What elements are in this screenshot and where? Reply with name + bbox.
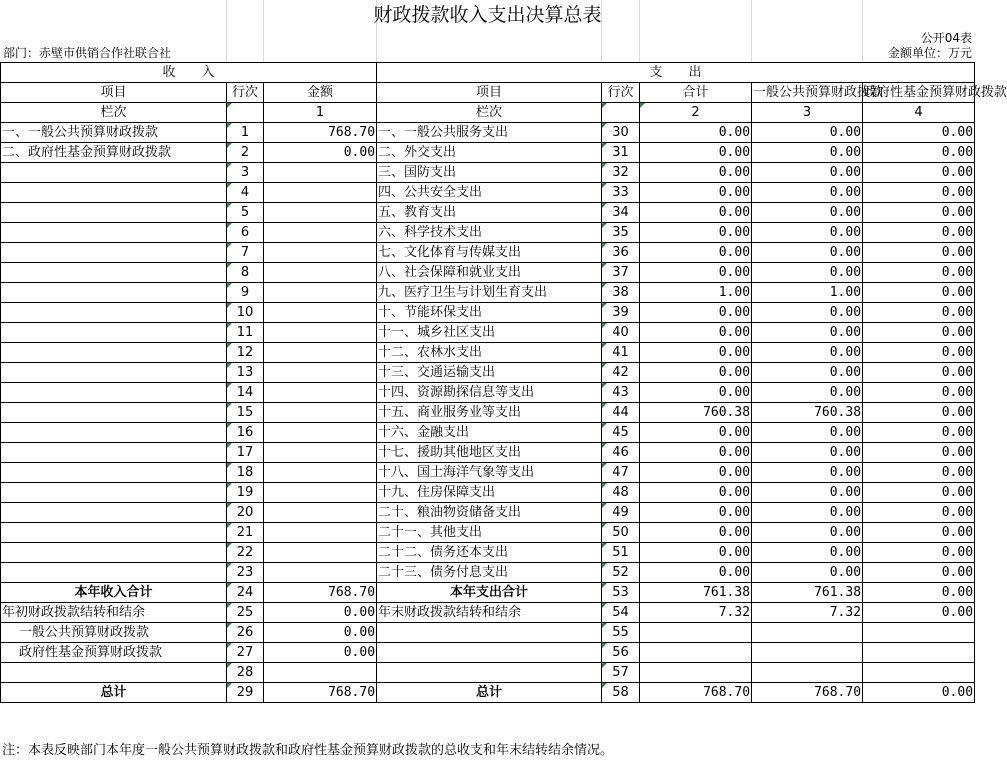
expense-item: 十四、资源勘探信息等支出 <box>377 383 602 403</box>
empty-cell <box>1 663 227 683</box>
table-row <box>1 323 975 343</box>
year-expense-fund: 0.00 <box>863 583 975 603</box>
expense-fund: 0.00 <box>863 123 975 143</box>
expense-total: 0.00 <box>640 543 752 563</box>
year-expense-general: 761.38 <box>752 583 863 603</box>
expense-fund: 0.00 <box>863 543 975 563</box>
year-income-amount: 768.70 <box>264 583 377 603</box>
table-row <box>1 243 975 263</box>
department-label: 部门：赤壁市供销合作社联合社 <box>3 46 172 60</box>
expense-total: 0.00 <box>640 503 752 523</box>
row-number: 27 <box>227 643 264 663</box>
expense-total: 0.00 <box>640 163 752 183</box>
header-row-no: 行次 <box>227 83 264 103</box>
empty-cell <box>863 663 975 683</box>
expense-item: 十六、金融支出 <box>377 423 602 443</box>
income-amount <box>264 243 377 263</box>
row-number: 14 <box>227 383 264 403</box>
expense-general: 0.00 <box>752 243 863 263</box>
expense-total: 0.00 <box>640 363 752 383</box>
row-number: 28 <box>227 663 264 683</box>
table-row <box>1 343 975 363</box>
table-row <box>1 303 975 323</box>
income-amount <box>264 523 377 543</box>
row-number: 47 <box>602 463 640 483</box>
expense-fund: 0.00 <box>863 463 975 483</box>
income-item <box>1 423 227 443</box>
income-item <box>1 403 227 423</box>
expense-total: 0.00 <box>640 303 752 323</box>
row-number: 29 <box>227 683 264 703</box>
expense-fund: 0.00 <box>863 563 975 583</box>
income-item <box>1 503 227 523</box>
empty-cell <box>863 623 975 643</box>
column-index-4: 4 <box>863 103 975 123</box>
income-item <box>1 383 227 403</box>
expense-total: 0.00 <box>640 483 752 503</box>
expense-total: 0.00 <box>640 463 752 483</box>
expense-general: 0.00 <box>752 543 863 563</box>
expense-item: 二十、粮油物资储备支出 <box>377 503 602 523</box>
income-amount <box>264 503 377 523</box>
empty-cell <box>752 643 863 663</box>
row-number: 37 <box>602 263 640 283</box>
expense-item: 二十三、债务付息支出 <box>377 563 602 583</box>
empty-cell <box>640 643 752 663</box>
expense-general: 0.00 <box>752 443 863 463</box>
footnote: 注：本表反映部门本年度一般公共预算财政拨款和政府性基金预算财政拨款的总收支和年末结转结余情况。 <box>2 743 614 758</box>
row-number: 3 <box>227 163 264 183</box>
row-number: 20 <box>227 503 264 523</box>
expense-item: 六、科学技术支出 <box>377 223 602 243</box>
expense-general: 0.00 <box>752 263 863 283</box>
expense-total: 0.00 <box>640 243 752 263</box>
fund-balance-row <box>1 643 975 663</box>
expense-item: 九、医疗卫生与计划生育支出 <box>377 283 602 303</box>
expense-item: 二十一、其他支出 <box>377 523 602 543</box>
row-number: 23 <box>227 563 264 583</box>
expense-total: 0.00 <box>640 183 752 203</box>
row-number: 26 <box>227 623 264 643</box>
income-amount <box>264 283 377 303</box>
row-number: 49 <box>602 503 640 523</box>
general-balance-amount: 0.00 <box>264 623 377 643</box>
row-number: 35 <box>602 223 640 243</box>
row-number: 11 <box>227 323 264 343</box>
expense-total: 0.00 <box>640 383 752 403</box>
expense-general: 0.00 <box>752 323 863 343</box>
income-amount: 768.70 <box>264 123 377 143</box>
expense-item: 十、节能环保支出 <box>377 303 602 323</box>
income-item <box>1 283 227 303</box>
income-group-header: 收 入 <box>1 63 377 83</box>
income-amount <box>264 383 377 403</box>
expense-fund: 0.00 <box>863 143 975 163</box>
begin-balance-amount: 0.00 <box>264 603 377 623</box>
header-amount: 金额 <box>264 83 377 103</box>
row-number: 39 <box>602 303 640 323</box>
table-row <box>1 383 975 403</box>
table-row <box>1 543 975 563</box>
expense-item: 十二、农林水支出 <box>377 343 602 363</box>
row-number: 50 <box>602 523 640 543</box>
income-item <box>1 263 227 283</box>
row-number: 10 <box>227 303 264 323</box>
column-index-3: 3 <box>752 103 863 123</box>
income-amount <box>264 443 377 463</box>
income-amount <box>264 403 377 423</box>
fiscal-summary-table <box>0 62 1007 703</box>
empty-cell <box>752 623 863 643</box>
expense-total: 0.00 <box>640 203 752 223</box>
expense-general: 0.00 <box>752 423 863 443</box>
expense-general: 0.00 <box>752 463 863 483</box>
expense-total: 760.38 <box>640 403 752 423</box>
header-total: 合计 <box>640 83 752 103</box>
row-number: 15 <box>227 403 264 423</box>
year-total-row <box>1 583 975 603</box>
column-index-2: 2 <box>640 103 752 123</box>
expense-fund: 0.00 <box>863 223 975 243</box>
expense-general: 0.00 <box>752 483 863 503</box>
row-number: 45 <box>602 423 640 443</box>
expense-total: 1.00 <box>640 283 752 303</box>
expense-item: 一、一般公共服务支出 <box>377 123 602 143</box>
table-row <box>1 163 975 183</box>
row-number: 8 <box>227 263 264 283</box>
begin-balance-label: 年初财政拨款结转和结余 <box>1 603 227 623</box>
expense-fund: 0.00 <box>863 263 975 283</box>
expense-item: 二、外交支出 <box>377 143 602 163</box>
grand-total-fund: 0.00 <box>863 683 975 703</box>
row-number: 5 <box>227 203 264 223</box>
row-number: 43 <box>602 383 640 403</box>
row-number: 55 <box>602 623 640 643</box>
row-number: 56 <box>602 643 640 663</box>
income-item <box>1 443 227 463</box>
table-row <box>1 203 975 223</box>
row-number: 19 <box>227 483 264 503</box>
unit-label: 金额单位：万元 <box>887 46 972 60</box>
row-number: 25 <box>227 603 264 623</box>
fund-balance-label: 政府性基金预算财政拨款 <box>1 643 227 663</box>
expense-general: 0.00 <box>752 183 863 203</box>
table-row <box>1 523 975 543</box>
expense-fund: 0.00 <box>863 243 975 263</box>
row-number: 41 <box>602 343 640 363</box>
expense-general: 0.00 <box>752 143 863 163</box>
expense-item: 十一、城乡社区支出 <box>377 323 602 343</box>
row-number: 7 <box>227 243 264 263</box>
row-number: 32 <box>602 163 640 183</box>
empty-cell <box>640 663 752 683</box>
row-number: 36 <box>602 243 640 263</box>
expense-fund: 0.00 <box>863 343 975 363</box>
table-row <box>1 403 975 423</box>
expense-fund: 0.00 <box>863 443 975 463</box>
expense-general: 0.00 <box>752 303 863 323</box>
income-amount <box>264 483 377 503</box>
expense-item: 二十二、债务还本支出 <box>377 543 602 563</box>
grand-total-income-label: 总计 <box>1 683 227 703</box>
expense-fund: 0.00 <box>863 483 975 503</box>
income-amount <box>264 223 377 243</box>
table-row <box>1 503 975 523</box>
expense-fund: 0.00 <box>863 363 975 383</box>
income-amount <box>264 183 377 203</box>
income-item <box>1 203 227 223</box>
row-number: 9 <box>227 283 264 303</box>
column-index-blank <box>227 103 264 123</box>
row-number: 13 <box>227 363 264 383</box>
empty-cell <box>377 643 602 663</box>
income-item: 一、一般公共预算财政拨款 <box>1 123 227 143</box>
income-item <box>1 563 227 583</box>
report-title: 财政拨款收入支出决算总表 <box>373 4 602 26</box>
expense-general: 0.00 <box>752 123 863 143</box>
expense-total: 0.00 <box>640 563 752 583</box>
income-amount <box>264 323 377 343</box>
income-item <box>1 523 227 543</box>
income-item <box>1 463 227 483</box>
table-row <box>1 123 975 143</box>
grand-total-row <box>1 683 975 703</box>
table-row <box>1 363 975 383</box>
empty-cell <box>752 663 863 683</box>
income-amount <box>264 203 377 223</box>
income-item <box>1 363 227 383</box>
row-number: 22 <box>227 543 264 563</box>
income-amount <box>264 543 377 563</box>
expense-total: 0.00 <box>640 523 752 543</box>
row-number: 58 <box>602 683 640 703</box>
end-balance-label: 年末财政拨款结转和结余 <box>377 603 602 623</box>
row-number: 52 <box>602 563 640 583</box>
expense-fund: 0.00 <box>863 323 975 343</box>
table-row <box>1 223 975 243</box>
income-amount <box>264 303 377 323</box>
row-number: 17 <box>227 443 264 463</box>
row-number: 6 <box>227 223 264 243</box>
expense-fund: 0.00 <box>863 503 975 523</box>
year-expense-total: 761.38 <box>640 583 752 603</box>
expense-fund: 0.00 <box>863 283 975 303</box>
fund-balance-amount: 0.00 <box>264 643 377 663</box>
row-number: 53 <box>602 583 640 603</box>
income-item <box>1 483 227 503</box>
income-amount <box>264 423 377 443</box>
column-index-blank <box>602 103 640 123</box>
income-item <box>1 343 227 363</box>
expense-general: 0.00 <box>752 383 863 403</box>
header-item-expense: 项目 <box>377 83 602 103</box>
column-index-row <box>1 103 975 123</box>
empty-cell <box>377 623 602 643</box>
row-number: 46 <box>602 443 640 463</box>
expense-general: 0.00 <box>752 503 863 523</box>
grand-total-expense-label: 总计 <box>377 683 602 703</box>
end-balance-general: 7.32 <box>752 603 863 623</box>
row-number: 57 <box>602 663 640 683</box>
header-gov-fund: 政府性基金预算财政拨款 <box>863 83 975 103</box>
expense-fund: 0.00 <box>863 203 975 223</box>
income-amount <box>264 263 377 283</box>
year-income-label: 本年收入合计 <box>1 583 227 603</box>
income-item <box>1 223 227 243</box>
income-amount: 0.00 <box>264 143 377 163</box>
end-balance-total: 7.32 <box>640 603 752 623</box>
expense-general: 0.00 <box>752 563 863 583</box>
expense-general: 1.00 <box>752 283 863 303</box>
empty-cell <box>863 643 975 663</box>
row-number: 2 <box>227 143 264 163</box>
year-expense-label: 本年支出合计 <box>377 583 602 603</box>
expense-fund: 0.00 <box>863 423 975 443</box>
expense-fund: 0.00 <box>863 303 975 323</box>
table-row <box>1 423 975 443</box>
row-number: 18 <box>227 463 264 483</box>
grand-total-income: 768.70 <box>264 683 377 703</box>
column-label: 栏次 <box>1 103 227 123</box>
income-item <box>1 163 227 183</box>
expense-total: 0.00 <box>640 423 752 443</box>
row-number: 12 <box>227 343 264 363</box>
blank-row <box>1 663 975 683</box>
income-item <box>1 183 227 203</box>
row-number: 54 <box>602 603 640 623</box>
empty-cell <box>640 623 752 643</box>
expense-item: 七、文化体育与传媒支出 <box>377 243 602 263</box>
income-item <box>1 243 227 263</box>
expense-total: 0.00 <box>640 443 752 463</box>
expense-general: 760.38 <box>752 403 863 423</box>
row-number: 42 <box>602 363 640 383</box>
header-item: 项目 <box>1 83 227 103</box>
income-item <box>1 303 227 323</box>
row-number: 21 <box>227 523 264 543</box>
row-number: 34 <box>602 203 640 223</box>
expense-item: 八、社会保障和就业支出 <box>377 263 602 283</box>
table-row <box>1 143 975 163</box>
row-number: 16 <box>227 423 264 443</box>
income-amount <box>264 163 377 183</box>
expense-total: 0.00 <box>640 223 752 243</box>
general-balance-row <box>1 623 975 643</box>
column-index-1: 1 <box>264 103 377 123</box>
row-number: 31 <box>602 143 640 163</box>
row-number: 38 <box>602 283 640 303</box>
expense-total: 0.00 <box>640 123 752 143</box>
income-amount <box>264 563 377 583</box>
expense-item: 十三、交通运输支出 <box>377 363 602 383</box>
expense-fund: 0.00 <box>863 383 975 403</box>
expense-general: 0.00 <box>752 523 863 543</box>
expense-total: 0.00 <box>640 323 752 343</box>
form-code: 公开04表 <box>920 31 972 45</box>
table-row <box>1 563 975 583</box>
income-item: 二、政府性基金预算财政拨款 <box>1 143 227 163</box>
expense-fund: 0.00 <box>863 523 975 543</box>
expense-item: 三、国防支出 <box>377 163 602 183</box>
table-row <box>1 183 975 203</box>
table-row <box>1 443 975 463</box>
balance-row <box>1 603 975 623</box>
table-row <box>1 263 975 283</box>
expense-general: 0.00 <box>752 203 863 223</box>
expense-fund: 0.00 <box>863 183 975 203</box>
expense-total: 0.00 <box>640 263 752 283</box>
expense-item: 四、公共安全支出 <box>377 183 602 203</box>
expense-fund: 0.00 <box>863 403 975 423</box>
empty-cell <box>264 663 377 683</box>
expense-item: 十九、住房保障支出 <box>377 483 602 503</box>
income-item <box>1 323 227 343</box>
table-row <box>1 463 975 483</box>
row-number: 33 <box>602 183 640 203</box>
expense-item: 十五、商业服务业等支出 <box>377 403 602 423</box>
expense-group-header: 支 出 <box>377 63 975 83</box>
expense-total: 0.00 <box>640 343 752 363</box>
row-number: 40 <box>602 323 640 343</box>
row-number: 24 <box>227 583 264 603</box>
header-general-budget: 一般公共预算财政拨款 <box>752 83 863 103</box>
row-number: 30 <box>602 123 640 143</box>
general-balance-label: 一般公共预算财政拨款 <box>1 623 227 643</box>
expense-general: 0.00 <box>752 223 863 243</box>
expense-general: 0.00 <box>752 343 863 363</box>
row-number: 48 <box>602 483 640 503</box>
expense-total: 0.00 <box>640 143 752 163</box>
row-number: 44 <box>602 403 640 423</box>
grand-total-general: 768.70 <box>752 683 863 703</box>
column-header-row <box>1 83 975 103</box>
income-amount <box>264 343 377 363</box>
income-amount <box>264 363 377 383</box>
table-row <box>1 283 975 303</box>
row-number: 1 <box>227 123 264 143</box>
header-row-no-expense: 行次 <box>602 83 640 103</box>
expense-general: 0.00 <box>752 363 863 383</box>
row-number: 51 <box>602 543 640 563</box>
group-header-row <box>1 63 975 83</box>
end-balance-fund: 0.00 <box>863 603 975 623</box>
grand-total-expense: 768.70 <box>640 683 752 703</box>
expense-general: 0.00 <box>752 163 863 183</box>
income-amount <box>264 463 377 483</box>
expense-item: 五、教育支出 <box>377 203 602 223</box>
column-label-expense: 栏次 <box>377 103 602 123</box>
income-item <box>1 543 227 563</box>
table-row <box>1 483 975 503</box>
expense-fund: 0.00 <box>863 163 975 183</box>
empty-cell <box>377 663 602 683</box>
expense-item: 十八、国土海洋气象等支出 <box>377 463 602 483</box>
row-number: 4 <box>227 183 264 203</box>
expense-item: 十七、援助其他地区支出 <box>377 443 602 463</box>
